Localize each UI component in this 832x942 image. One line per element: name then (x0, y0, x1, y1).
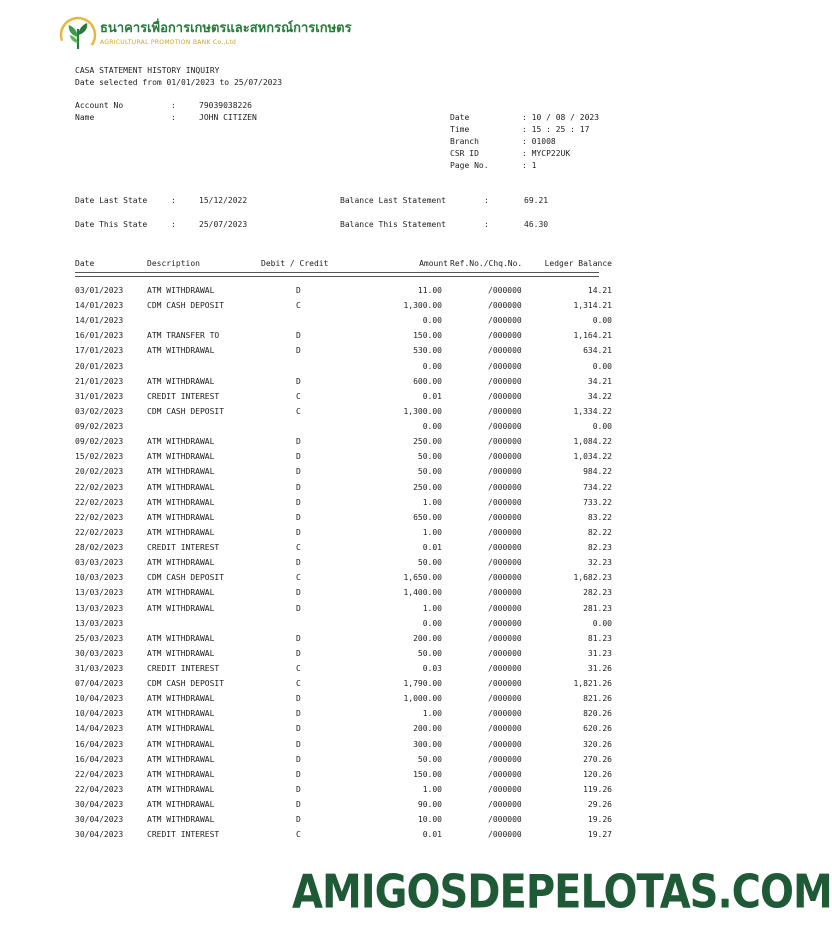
header-date: Date (75, 259, 95, 268)
cell-ref-no: /000000 (488, 376, 522, 386)
table-row (0, 286, 678, 301)
cell-ref-no: /000000 (488, 316, 522, 326)
cell-date: 09/02/2023 (75, 422, 124, 432)
cell-ledger-balance: 634.21 (583, 346, 612, 356)
table-row (0, 452, 678, 467)
account-no-label: Account No (75, 101, 124, 110)
cell-ledger-balance: 83.22 (587, 512, 612, 522)
cell-ref-no: /000000 (488, 452, 522, 462)
cell-amount: 0.00 (422, 618, 442, 628)
cell-date: 03/01/2023 (75, 286, 124, 295)
cell-debit-credit: D (296, 467, 301, 477)
table-row (0, 800, 678, 815)
cell-ledger-balance: 1,334.22 (573, 406, 612, 416)
table-row (0, 301, 678, 316)
cell-date: 07/04/2023 (75, 679, 124, 689)
cell-ledger-balance: 1,682.23 (573, 573, 612, 583)
cell-description: ATM WITHDRAWAL (147, 694, 215, 704)
cell-ref-no: /000000 (488, 346, 522, 356)
cell-amount: 600.00 (413, 376, 442, 386)
cell-amount: 1.00 (422, 497, 442, 507)
balance-this-value: 46.30 (524, 220, 549, 229)
cell-debit-credit: D (296, 512, 301, 522)
table-row (0, 724, 678, 739)
cell-description: CDM CASH DEPOSIT (147, 406, 225, 416)
cell-ref-no: /000000 (488, 437, 522, 447)
cell-ref-no: /000000 (488, 679, 522, 689)
table-row (0, 573, 678, 588)
cell-debit-credit: D (296, 694, 301, 704)
cell-description: ATM WITHDRAWAL (147, 754, 215, 764)
cell-date: 30/04/2023 (75, 830, 124, 840)
cell-description: CDM CASH DEPOSIT (147, 301, 225, 311)
table-row (0, 362, 678, 377)
cell-amount: 1,790.00 (403, 679, 442, 689)
table-row (0, 649, 678, 664)
balance-this-colon: : (484, 220, 489, 229)
cell-amount: 250.00 (413, 482, 442, 492)
cell-description: ATM WITHDRAWAL (147, 558, 215, 568)
cell-ledger-balance: 31.26 (587, 664, 612, 673)
cell-ref-no: /000000 (488, 301, 522, 311)
cell-ledger-balance: 81.23 (587, 633, 612, 643)
cell-ref-no: /000000 (488, 709, 522, 719)
table-row (0, 543, 678, 558)
table-row (0, 467, 678, 482)
table-row (0, 709, 678, 724)
cell-date: 22/02/2023 (75, 512, 124, 522)
cell-debit-credit: D (296, 588, 301, 598)
cell-ledger-balance: 14.21 (587, 286, 612, 295)
cell-debit-credit: D (296, 724, 301, 734)
cell-debit-credit: D (296, 527, 301, 537)
cell-ref-no: /000000 (488, 588, 522, 598)
cell-ledger-balance: 19.27 (587, 830, 612, 840)
cell-ledger-balance: 120.26 (583, 769, 612, 779)
cell-description: ATM WITHDRAWAL (147, 739, 215, 749)
cell-debit-credit: D (296, 648, 301, 658)
table-row (0, 785, 678, 800)
cell-amount: 1.00 (422, 784, 442, 794)
header-debit-credit: Debit / Credit (261, 259, 329, 268)
cell-amount: 150.00 (413, 331, 442, 341)
cell-description: ATM WITHDRAWAL (147, 376, 215, 386)
table-row (0, 346, 678, 361)
report-title: CASA STATEMENT HISTORY INQUIRY (75, 66, 220, 75)
cell-ref-no: /000000 (488, 769, 522, 779)
cell-amount: 0.03 (422, 664, 442, 673)
cell-ledger-balance: 0.00 (592, 361, 612, 371)
cell-ref-no: /000000 (488, 558, 522, 568)
meta-time-value: : 15 : 25 : 17 (522, 125, 590, 134)
cell-amount: 0.00 (422, 316, 442, 326)
cell-ref-no: /000000 (488, 618, 522, 628)
cell-ref-no: /000000 (488, 331, 522, 341)
cell-debit-credit: C (296, 543, 301, 553)
cell-ref-no: /000000 (488, 512, 522, 522)
table-row (0, 619, 678, 634)
cell-description: ATM WITHDRAWAL (147, 784, 215, 794)
account-no-colon: : (171, 101, 176, 110)
cell-description: ATM WITHDRAWAL (147, 482, 215, 492)
cell-debit-credit: D (296, 815, 301, 825)
cell-amount: 1,650.00 (403, 573, 442, 583)
cell-description: ATM WITHDRAWAL (147, 709, 215, 719)
cell-description: ATM WITHDRAWAL (147, 603, 215, 613)
cell-date: 09/02/2023 (75, 437, 124, 447)
cell-description: CREDIT INTEREST (147, 830, 220, 840)
cell-ref-no: /000000 (488, 361, 522, 371)
cell-debit-credit: D (296, 286, 301, 295)
cell-ref-no: /000000 (488, 286, 522, 295)
cell-ledger-balance: 32.23 (587, 558, 612, 568)
cell-date: 31/03/2023 (75, 664, 124, 673)
cell-ref-no: /000000 (488, 467, 522, 477)
cell-ref-no: /000000 (488, 664, 522, 673)
cell-debit-credit: C (296, 301, 301, 311)
table-row (0, 422, 678, 437)
meta-page-value: : 1 (522, 161, 537, 170)
cell-amount: 650.00 (413, 512, 442, 522)
cell-description: ATM WITHDRAWAL (147, 512, 215, 522)
this-state-label: Date This State (75, 220, 148, 229)
cell-date: 17/01/2023 (75, 346, 124, 356)
cell-ledger-balance: 1,034.22 (573, 452, 612, 462)
cell-date: 30/03/2023 (75, 648, 124, 658)
cell-ledger-balance: 1,164.21 (573, 331, 612, 341)
cell-debit-credit: D (296, 482, 301, 492)
cell-ledger-balance: 82.22 (587, 527, 612, 537)
cell-debit-credit: D (296, 784, 301, 794)
cell-ref-no: /000000 (488, 603, 522, 613)
header-ledger-balance: Ledger Balance (544, 259, 612, 268)
cell-description: ATM WITHDRAWAL (147, 346, 215, 356)
table-row (0, 513, 678, 528)
cell-debit-credit: D (296, 558, 301, 568)
cell-date: 14/01/2023 (75, 301, 124, 311)
cell-description: ATM WITHDRAWAL (147, 437, 215, 447)
cell-ref-no: /000000 (488, 633, 522, 643)
cell-amount: 1.00 (422, 709, 442, 719)
account-no-value: 79039038226 (199, 101, 252, 110)
cell-ref-no: /000000 (488, 815, 522, 825)
cell-debit-credit: D (296, 437, 301, 447)
cell-amount: 530.00 (413, 346, 442, 356)
cell-ref-no: /000000 (488, 482, 522, 492)
cell-date: 20/01/2023 (75, 361, 124, 371)
bank-logo (58, 15, 352, 57)
cell-date: 16/04/2023 (75, 739, 124, 749)
cell-ref-no: /000000 (488, 800, 522, 810)
cell-amount: 200.00 (413, 633, 442, 643)
cell-amount: 0.00 (422, 361, 442, 371)
cell-date: 10/03/2023 (75, 573, 124, 583)
cell-ref-no: /000000 (488, 694, 522, 704)
cell-debit-credit: C (296, 664, 301, 673)
cell-ledger-balance: 1,084.22 (573, 437, 612, 447)
cell-debit-credit: D (296, 497, 301, 507)
cell-amount: 1,300.00 (403, 301, 442, 311)
cell-ref-no: /000000 (488, 573, 522, 583)
cell-description: ATM WITHDRAWAL (147, 497, 215, 507)
watermark: AMIGOSDEPELOTAS.COM (292, 866, 832, 919)
table-row (0, 740, 678, 755)
cell-ref-no: /000000 (488, 830, 522, 840)
table-row (0, 528, 678, 543)
meta-date-value: : 10 / 08 / 2023 (522, 113, 600, 122)
cell-ledger-balance: 620.26 (583, 724, 612, 734)
cell-ledger-balance: 34.21 (587, 376, 612, 386)
table-row (0, 316, 678, 331)
meta-branch-value: : 01008 (522, 137, 556, 146)
cell-amount: 200.00 (413, 724, 442, 734)
cell-amount: 0.01 (422, 391, 442, 401)
cell-date: 25/03/2023 (75, 633, 124, 643)
cell-amount: 50.00 (417, 648, 442, 658)
cell-debit-credit: D (296, 452, 301, 462)
cell-debit-credit: D (296, 739, 301, 749)
table-row (0, 815, 678, 830)
table-row (0, 437, 678, 452)
table-row (0, 604, 678, 619)
cell-ref-no: /000000 (488, 754, 522, 764)
cell-amount: 0.01 (422, 830, 442, 840)
cell-amount: 0.01 (422, 543, 442, 553)
cell-ref-no: /000000 (488, 724, 522, 734)
cell-ledger-balance: 984.22 (583, 467, 612, 477)
meta-time-label: Time (450, 125, 470, 134)
this-state-colon: : (171, 220, 176, 229)
header-divider (75, 272, 599, 277)
cell-description: ATM WITHDRAWAL (147, 724, 215, 734)
cell-date: 13/03/2023 (75, 618, 124, 628)
last-state-value: 15/12/2022 (199, 196, 248, 205)
cell-description: ATM WITHDRAWAL (147, 815, 215, 825)
balance-last-colon: : (484, 196, 489, 205)
cell-description: ATM WITHDRAWAL (147, 800, 215, 810)
cell-description: ATM WITHDRAWAL (147, 648, 215, 658)
cell-description: ATM WITHDRAWAL (147, 527, 215, 537)
cell-debit-credit: D (296, 603, 301, 613)
last-state-colon: : (171, 196, 176, 205)
cell-debit-credit: D (296, 633, 301, 643)
cell-date: 16/04/2023 (75, 754, 124, 764)
cell-ledger-balance: 733.22 (583, 497, 612, 507)
cell-date: 22/02/2023 (75, 482, 124, 492)
table-row (0, 755, 678, 770)
cell-ledger-balance: 1,821.26 (573, 679, 612, 689)
account-name-label: Name (75, 113, 95, 122)
cell-amount: 1,300.00 (403, 406, 442, 416)
cell-ledger-balance: 0.00 (592, 422, 612, 432)
cell-debit-credit: C (296, 406, 301, 416)
cell-ledger-balance: 0.00 (592, 618, 612, 628)
cell-date: 03/02/2023 (75, 406, 124, 416)
cell-date: 13/03/2023 (75, 603, 124, 613)
cell-debit-credit: C (296, 391, 301, 401)
cell-date: 03/03/2023 (75, 558, 124, 568)
cell-amount: 90.00 (417, 800, 442, 810)
table-row (0, 770, 678, 785)
cell-debit-credit: D (296, 769, 301, 779)
cell-ref-no: /000000 (488, 648, 522, 658)
cell-date: 10/04/2023 (75, 694, 124, 704)
cell-amount: 50.00 (417, 558, 442, 568)
cell-ledger-balance: 34.22 (587, 391, 612, 401)
cell-date: 21/01/2023 (75, 376, 124, 386)
cell-ledger-balance: 820.26 (583, 709, 612, 719)
header-description: Description (147, 259, 200, 268)
table-row (0, 664, 678, 679)
meta-csr-value: : MYCP22UK (522, 149, 571, 158)
this-state-value: 25/07/2023 (199, 220, 248, 229)
cell-date: 28/02/2023 (75, 543, 124, 553)
table-row (0, 558, 678, 573)
table-row (0, 392, 678, 407)
bank-name-english: AGRICULTURAL PROMOTION BANK Co.,Ltd (100, 39, 237, 46)
cell-description: ATM WITHDRAWAL (147, 769, 215, 779)
cell-ledger-balance: 82.23 (587, 543, 612, 553)
cell-ledger-balance: 282.23 (583, 588, 612, 598)
cell-amount: 0.00 (422, 422, 442, 432)
header-ref-no: Ref.No./Chq.No. (450, 259, 523, 268)
cell-date: 22/02/2023 (75, 527, 124, 537)
cell-ledger-balance: 320.26 (583, 739, 612, 749)
header-amount: Amount (419, 259, 448, 268)
cell-amount: 1.00 (422, 527, 442, 537)
balance-last-label: Balance Last Statement (340, 196, 446, 205)
bank-name-thai: ธนาคารเพื่อการเกษตรและสหกรณ์การเกษตร (100, 21, 352, 36)
cell-debit-credit: D (296, 376, 301, 386)
cell-date: 16/01/2023 (75, 331, 124, 341)
cell-date: 22/04/2023 (75, 784, 124, 794)
table-row (0, 331, 678, 346)
cell-date: 22/02/2023 (75, 497, 124, 507)
cell-description: ATM WITHDRAWAL (147, 633, 215, 643)
table-row (0, 483, 678, 498)
balance-this-label: Balance This Statement (340, 220, 446, 229)
cell-ledger-balance: 119.26 (583, 784, 612, 794)
cell-debit-credit: C (296, 830, 301, 840)
cell-amount: 11.00 (417, 286, 442, 295)
cell-ledger-balance: 270.26 (583, 754, 612, 764)
account-name-value: JOHN CITIZEN (199, 113, 257, 122)
bank-logo-icon (58, 15, 98, 55)
last-state-label: Date Last State (75, 196, 148, 205)
meta-csr-label: CSR ID (450, 149, 479, 158)
table-row (0, 377, 678, 392)
cell-ledger-balance: 0.00 (592, 316, 612, 326)
cell-ref-no: /000000 (488, 739, 522, 749)
cell-amount: 50.00 (417, 452, 442, 462)
cell-description: CREDIT INTEREST (147, 664, 220, 673)
cell-debit-credit: D (296, 346, 301, 356)
cell-description: CDM CASH DEPOSIT (147, 573, 225, 583)
cell-date: 13/03/2023 (75, 588, 124, 598)
meta-branch-label: Branch (450, 137, 479, 146)
cell-date: 14/01/2023 (75, 316, 124, 326)
cell-date: 22/04/2023 (75, 769, 124, 779)
account-name-colon: : (171, 113, 176, 122)
cell-ledger-balance: 281.23 (583, 603, 612, 613)
cell-amount: 1,000.00 (403, 694, 442, 704)
cell-date: 10/04/2023 (75, 709, 124, 719)
cell-ledger-balance: 29.26 (587, 800, 612, 810)
meta-page-label: Page No. (450, 161, 489, 170)
meta-date-label: Date (450, 113, 470, 122)
cell-ledger-balance: 1,314.21 (573, 301, 612, 311)
cell-description: ATM WITHDRAWAL (147, 286, 215, 295)
cell-ledger-balance: 734.22 (583, 482, 612, 492)
cell-debit-credit: D (296, 709, 301, 719)
cell-debit-credit: D (296, 800, 301, 810)
cell-date: 31/01/2023 (75, 391, 124, 401)
cell-amount: 50.00 (417, 754, 442, 764)
cell-amount: 10.00 (417, 815, 442, 825)
cell-debit-credit: D (296, 754, 301, 764)
cell-ref-no: /000000 (488, 497, 522, 507)
cell-amount: 1.00 (422, 603, 442, 613)
report-date-range: Date selected from 01/01/2023 to 25/07/2023 (75, 78, 283, 87)
cell-amount: 1,400.00 (403, 588, 442, 598)
cell-ref-no: /000000 (488, 406, 522, 416)
table-row (0, 498, 678, 513)
cell-date: 20/02/2023 (75, 467, 124, 477)
cell-date: 30/04/2023 (75, 800, 124, 810)
cell-description: ATM WITHDRAWAL (147, 467, 215, 477)
cell-ledger-balance: 821.26 (583, 694, 612, 704)
table-row (0, 407, 678, 422)
cell-date: 14/04/2023 (75, 724, 124, 734)
cell-debit-credit: C (296, 573, 301, 583)
cell-amount: 150.00 (413, 769, 442, 779)
cell-description: CDM CASH DEPOSIT (147, 679, 225, 689)
table-row (0, 679, 678, 694)
table-row (0, 694, 678, 709)
cell-ref-no: /000000 (488, 422, 522, 432)
cell-ref-no: /000000 (488, 527, 522, 537)
cell-amount: 50.00 (417, 467, 442, 477)
cell-amount: 300.00 (413, 739, 442, 749)
table-row (0, 830, 678, 845)
balance-last-value: 69.21 (524, 196, 549, 205)
table-row (0, 588, 678, 603)
cell-ledger-balance: 31.23 (587, 648, 612, 658)
cell-ledger-balance: 19.26 (587, 815, 612, 825)
cell-description: ATM TRANSFER TO (147, 331, 220, 341)
cell-description: ATM WITHDRAWAL (147, 588, 215, 598)
cell-date: 15/02/2023 (75, 452, 124, 462)
cell-amount: 250.00 (413, 437, 442, 447)
cell-description: CREDIT INTEREST (147, 391, 220, 401)
cell-description: ATM WITHDRAWAL (147, 452, 215, 462)
cell-debit-credit: D (296, 331, 301, 341)
cell-ref-no: /000000 (488, 391, 522, 401)
cell-ref-no: /000000 (488, 784, 522, 794)
cell-date: 30/04/2023 (75, 815, 124, 825)
cell-ref-no: /000000 (488, 543, 522, 553)
cell-debit-credit: C (296, 679, 301, 689)
cell-description: CREDIT INTEREST (147, 543, 220, 553)
table-row (0, 634, 678, 649)
